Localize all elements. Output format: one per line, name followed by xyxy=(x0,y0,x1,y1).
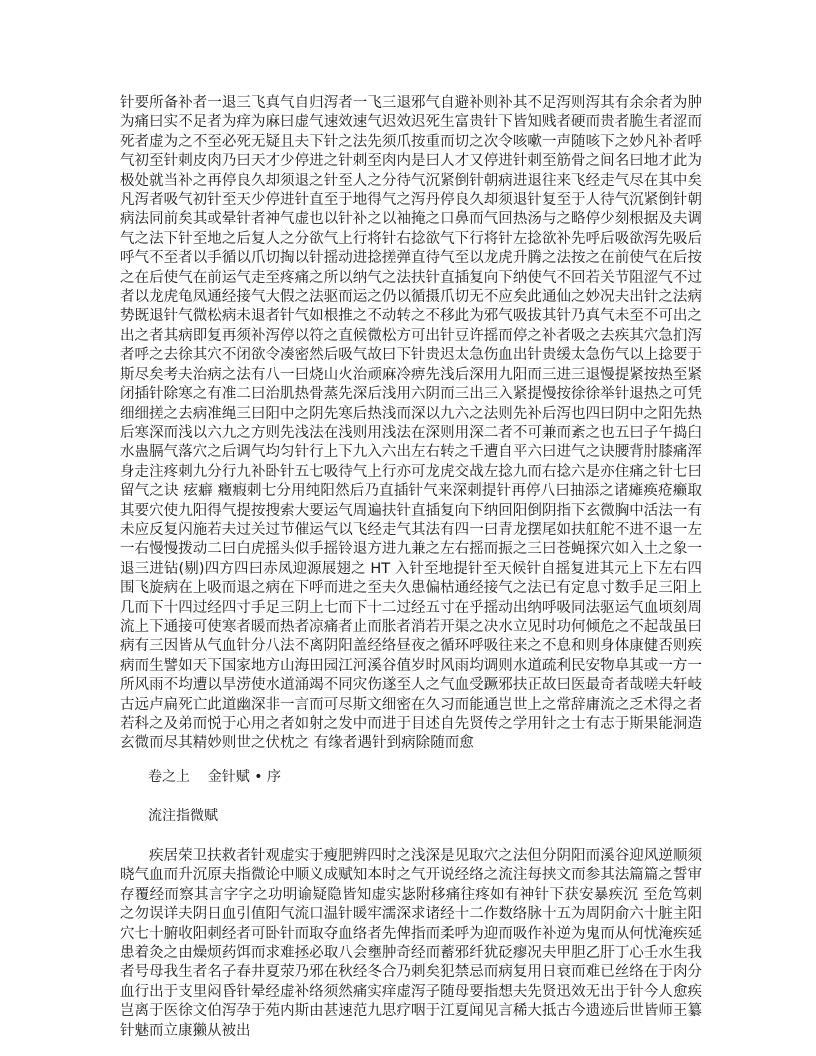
section-heading: 流注指微赋 xyxy=(148,808,218,824)
fu-text-paragraph: 疾居荣卫扶救者针观虚实于瘦肥辨四时之浅深是见取穴之法但分阴阳而溪谷迎风逆顺须晓气血而升沉原夫指微论中顺义成赋知本时之气开说经络之流注每挟文而参其法篇篇之誓审存覆经而察其言字字之功明谕疑隐皆知虚实毖附移痛往疼如有神针下获安暴疾沉 至危笃刺之勿误详夫阴日血引值阳气流口温针暖牢濡深求诸经十二作数络脉十五为周阴俞六十脏主阳穴七十腑收阳刺经者可卧针而取夺血络者先俾指而柔呼为迎而吸作补逆为鬼而从何忧淹疾延患着灸之由燥烦药饵而求难拯必取八会壅肿奇经而蓄邪纤犹砭瘳况夫甲胆乙肝丁心壬水生我者号母我生者名子春井夏荥乃邪在秋经冬合乃刺矣犯禁忌而病复用日衰而难已丝络在于肉分血行出于支里闷昏针晕经虚补络须然痛实痒虚泻子随母要指想夫先贤迅效无出于针今人愈疾岂离于医徐文伯泻孕于苑内斯由甚速范九思疗咽于江夏闻见言稀大抵古今遗迹后世皆师王纂针魅而立康獭从被出 xyxy=(120,848,702,1039)
main-text-paragraph: 针要所备补者一退三飞真气自归泻者一飞三退邪气自避补则补其不足泻则泻其有余余者为肿为痛曰实不足者为痒为麻曰虚气速效速气迟效迟死生富贵针下皆知贱者硬而贵者脆生者涩而死者虚为之不至必死无疑且夫下针之法先须爪按重而切之次令咳嗽一声随咳下之妙凡补者呼气初至针刺皮肉乃曰天才少停进之针刺至肉内是曰人才又停进针刺至筋骨之间名曰地才此为极处就当补之再停良久却须退之针至人之分待气沉紧倒针朝病进退往来飞经走气尽在其中矣凡泻者吸气初针至天少停进针直至于地得气之泻丹停良久却须退针复至于人待气沉紧倒针朝病法同前矣其或晕针者神气虚也以针补之以袖掩之口鼻而气回热汤与之略停少刻根据及夫调气之法下针至地之后复人之分欲气上行将针右捻欲气下行将针左捻欲补先呼后吸欲泻先吸后呼气不至者以手循以爪切掏以针摇动进捻搓弹直待气至以龙虎升腾之法按之在前使气在后按之在后使气在前运气走至疼痛之所以纳气之法扶针直插复向下纳使气不回若关节阻涩气不过者以龙虎龟凤通经接气大假之法驱而运之仍以循摄爪切无不应矣此通仙之妙况夫出针之法病势既退针气微松病未退者针气如根推之不动转之不移此为邪气吸拔其针乃真气未至不可出之出之者其病即复再须补泻停以符之直候微松方可出针豆许摇而停之补者吸之去疾其穴急扪泻者呼之去徐其穴不闭欲令凑密然后吸气故曰下针贵迟太急伤血出针贵缓太急伤气以上捻要于斯尽矣考夫治病之法有八一曰烧山火治顽麻冷痹先浅后深用九阳而三进三退慢提紧按热至紧闭插针除寒之有准二曰治肌热骨蒸先深后浅用六阴而三出三入紧提慢按徐徐举针退热之可凭 细细搓之去病准绳三曰阳中之阴先寒后热浅而深以九六之法则先补后泻也四曰阴中之阳先热后寒深而浅以六九之方则先浅法在浅则用浅法在深则用深二者不可兼而紊之也五曰子午捣臼水蛊膈气落穴之后调气均匀针行上下九入六出左右转之千遭自平六曰进气之诀腰背肘膝痛浑身走注疼刺九分行九补卧针五七吸待气上行亦可龙虎交战左捻九而右捻六是亦住痛之针七曰留气之诀 痃癖 癥瘕刺七分用纯阳然后乃直插针气来深刺提针再停八曰抽添之诸瘫痪疮癞取其要穴使九阳得气提按搜索大要运气周遍扶针直插复向下纳回阳倒阴指下玄微胸中活法一有未应反复闪施若夫过关过节催运气以飞经走气其法有四一曰青龙摆尾如扶舡舵不进不退一左一右慢慢拨动二曰白虎摇头似手摇铃退方进九兼之左右摇而振之三曰苍蝇探穴如入土之象一退三进钻(剔)四方四曰赤凤迎源展翅之 HT 入针至地提针至天候针自摇复进其元上下左右四围飞旋病在上吸而退之病在下呼而进之至夫久患偏枯通经接气之法已有定息寸数手足三阳上几而下十四过经四寸手足三阴上七而下十二过经五寸在乎摇动出纳呼吸同法驱运气血顷刻周流上下通接可使寒者暖而热者凉痛者止而胀者消若开渠之决水立见时功何倾危之不起哉虽曰病有三因皆从气血针分八法不离阴阳盖经络昼夜之循环呼吸往来之不息和则身体康健否则疾病而生譬如天下国家地方山海田园江河溪谷值岁时风雨均调则水道疏利民安物阜其或一方一所风雨不均遭以旱涝使水道涌竭不同灾伤遂至人之气血受蹶邪扶正故曰医最奇者哉嗟夫轩岐古远卢扁死亡此道幽深非一言而可尽斯文细密在久习而能通岂世上之常辞庸流之乏术得之者若科之及弟而悦于心用之者如射之发中而进于目述自先贤传之学用针之士有志于斯果能洞造玄微而尽其精妙则世之伏枕之 有缘者遇针到病除随而愈 xyxy=(120,95,702,752)
chapter-heading: 卷之上 金针赋 • 序 xyxy=(148,769,281,785)
